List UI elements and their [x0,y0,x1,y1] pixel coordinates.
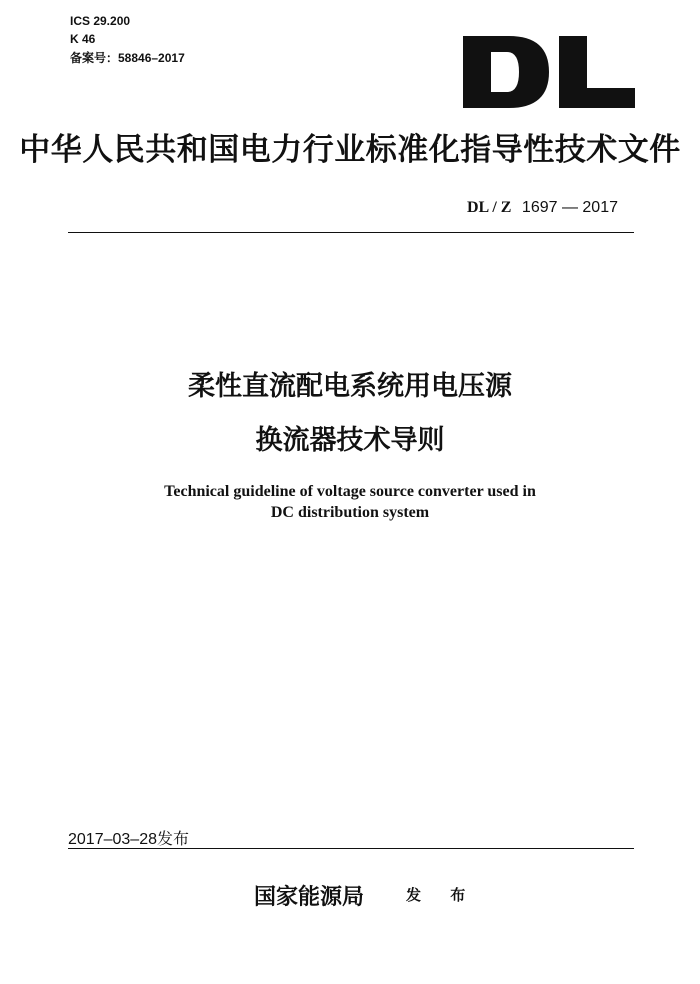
issuer-series-title: 中华人民共和国电力行业标准化指导性技术文件 [19,132,681,168]
classification-code: K 46 [70,32,96,46]
dl-logo-d [463,36,549,108]
standard-number-value: 1697 — 2017 [521,199,618,216]
ics-code: ICS 29.200 [70,14,131,28]
standard-number [467,199,618,217]
standard-number-prefix: DL / Z [467,199,512,216]
title-en-line2: DC distribution system [270,504,430,521]
publish-label: 发 布 [406,886,478,904]
title-zh-line1: 柔性直流配电系统用电压源 [188,371,512,402]
dl-logo-l [559,36,635,108]
filing-number: 备案号：58846–2017 [70,51,185,65]
title-zh-line2: 换流器技术导则 [255,425,445,456]
bottom-divider [68,848,634,849]
dl-logo [463,36,635,108]
top-divider [68,232,634,233]
title-en-line1: Technical guideline of voltage source converter used in [164,483,536,500]
publisher-name: 国家能源局 [254,885,365,910]
issue-date: 2017–03–28发布 [68,831,189,848]
